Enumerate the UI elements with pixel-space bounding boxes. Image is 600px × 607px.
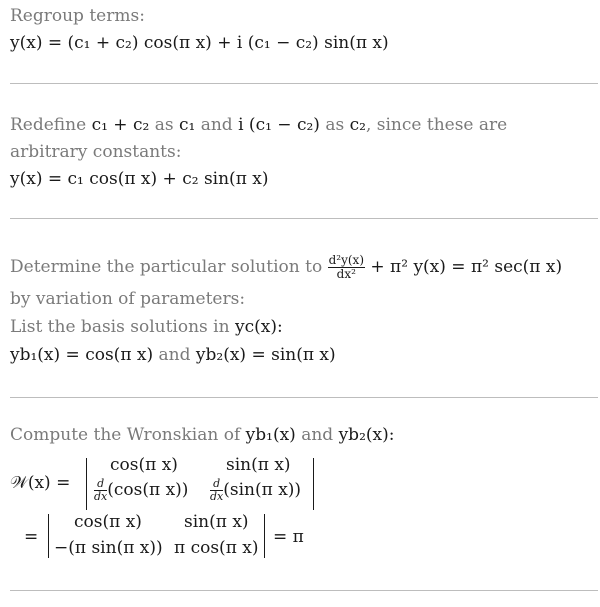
compute-line [10,425,394,445]
regroup-equation: y(x) = (c₁ + c₂) cos(π x) + i (c₁ − c₂) sin(π x) [10,33,389,53]
determine-line [10,247,562,287]
ode-rest: + π² y(x) = π² sec(π x) [370,257,563,277]
compute-text: Compute the Wronskian of [10,425,241,445]
redefine-c2: c₂ [349,115,366,135]
determinant-bar-right [264,514,265,558]
redefine-line2: arbitrary constants: [10,142,182,162]
yc-label: yc(x): [234,317,283,337]
redefine-as1: as [154,115,174,135]
variation-line: by variation of parameters: [10,289,246,309]
determinant-bar-right [313,458,314,510]
m1-r2c1: (cos(π x)) [107,480,189,501]
divider [10,590,598,591]
m2-r1c2: sin(π x) [184,512,249,532]
m2-r2c2: π cos(π x) [174,538,259,558]
redefine-as2: as [325,115,345,135]
m2-r2c1: −(π sin(π x)) [54,538,163,558]
yb1-equation: yb₁(x) = cos(π x) [10,345,154,365]
compute-and: and [301,425,334,445]
wronskian-yb2: yb₂(x): [338,425,395,445]
redefined-equation: y(x) = c₁ cos(π x) + c₂ sin(π x) [10,169,269,189]
redefine-term2: i (c₁ − c₂) [238,115,320,135]
wronskian-result: = π [273,527,304,547]
divider [10,83,598,84]
m1-r1c1: cos(π x) [110,455,178,475]
fraction-denominator: dx² [336,267,356,281]
m2-r1c1: cos(π x) [74,512,142,532]
redefine-and: and [200,115,233,135]
determinant-bar-left [48,514,49,558]
m1-r1c2: sin(π x) [226,455,291,475]
redefine-line [10,115,507,135]
d-dx-operator: $\frac{d}{dx}$ [210,477,224,504]
wronskian-yb1: yb₁(x) [245,425,296,445]
m1-r2c2: (sin(π x)) [223,480,302,501]
regroup-heading: Regroup terms: [10,6,145,26]
redefine-suffix: , since these are [365,115,508,135]
m1-r2c1-cell [94,478,188,503]
divider [10,397,598,398]
d-dx-operator: $\frac{d}{dx}$ [94,477,108,504]
equals-sign: = [24,527,39,547]
m1-r2c2-cell [210,478,301,503]
wronskian-label: 𝒲(x) = [10,473,71,493]
fraction-numerator: d²y(x) [328,252,364,267]
redefine-prefix: Redefine [10,115,87,135]
determine-text: Determine the particular solution to [10,257,323,277]
redefine-c1: c₁ [178,115,196,135]
second-derivative-fraction [328,254,365,281]
basis-solutions [10,345,336,365]
divider [10,218,598,219]
determinant-bar-left [86,458,87,510]
list-basis-text: List the basis solutions in [10,317,230,337]
list-basis-line [10,317,283,337]
basis-and: and [158,345,191,365]
redefine-term1: c₁ + c₂ [91,115,150,135]
yb2-equation: yb₂(x) = sin(π x) [195,345,336,365]
